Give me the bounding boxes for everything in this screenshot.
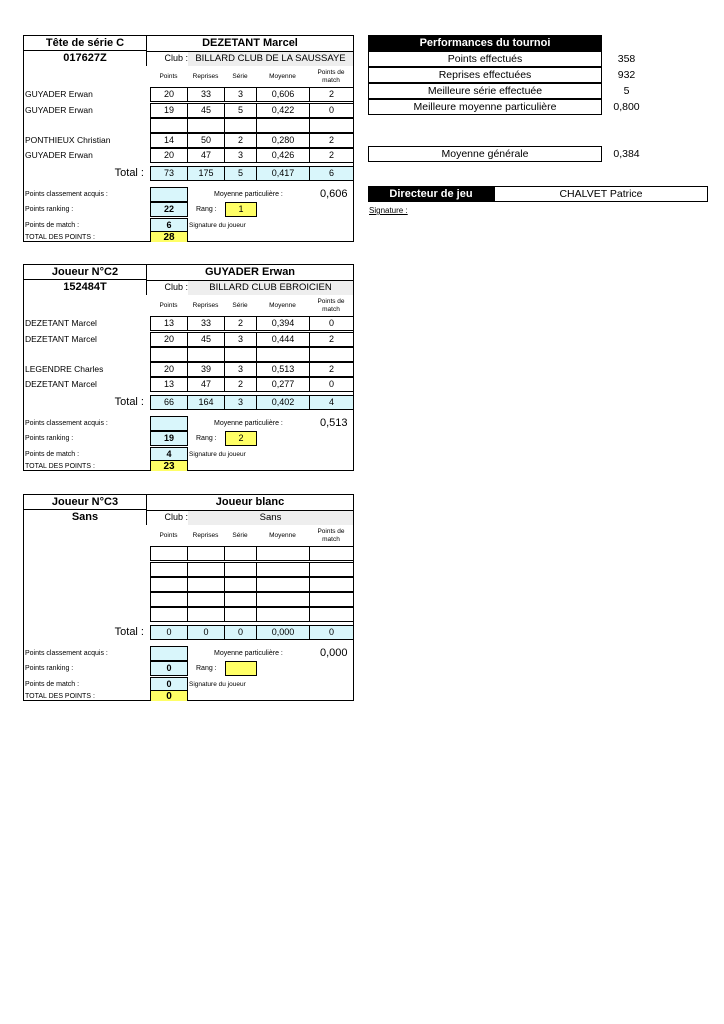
- score-cell: 0,513: [256, 362, 310, 377]
- score-cell: [187, 546, 225, 561]
- classement-value: [150, 646, 188, 661]
- column-header: Moyenne: [269, 302, 296, 309]
- opponent-name: PONTHIEUX Christian: [25, 135, 111, 145]
- classement-label: Points classement acquis :: [25, 650, 108, 657]
- total-points-value: 0: [150, 691, 188, 701]
- signature-joueur-label: Signature du joueur: [189, 451, 246, 458]
- classement-value: [150, 187, 188, 202]
- total-cell: 4: [309, 395, 354, 410]
- moyenne-particuliere-value: 0,000: [320, 647, 348, 659]
- total-cell: 175: [187, 166, 225, 181]
- score-cell: 2: [309, 87, 354, 102]
- rang-label: Rang :: [196, 665, 217, 672]
- score-cell: 20: [150, 332, 188, 347]
- total-label: Total :: [114, 167, 144, 179]
- ranking-label: Points ranking :: [25, 206, 74, 213]
- score-cell: 0,426: [256, 148, 310, 163]
- score-cell: [224, 562, 257, 577]
- rang-label: Rang :: [196, 206, 217, 213]
- score-cell: 0,277: [256, 377, 310, 392]
- directeur-name: CHALVET Patrice: [494, 186, 708, 202]
- score-cell: 3: [224, 332, 257, 347]
- score-cell: 33: [187, 316, 225, 331]
- score-cell: [187, 607, 225, 622]
- ranking-value: 22: [150, 202, 188, 217]
- score-cell: [309, 546, 354, 561]
- column-header: Série: [232, 302, 248, 309]
- total-points-value: 28: [150, 232, 188, 242]
- score-cell: 2: [224, 377, 257, 392]
- score-cell: 45: [187, 103, 225, 118]
- player-license: 152484T: [24, 280, 147, 295]
- player-license: Sans: [24, 510, 147, 525]
- score-cell: [150, 562, 188, 577]
- score-cell: [309, 577, 354, 592]
- moyenne-generale-label: Moyenne générale: [368, 146, 602, 162]
- score-cell: 13: [150, 316, 188, 331]
- match-label: Points de match :: [25, 681, 80, 688]
- score-cell: [224, 592, 257, 607]
- column-header: Reprises: [192, 532, 219, 539]
- rang-value: [225, 661, 257, 676]
- score-cell: 2: [309, 148, 354, 163]
- moyenne-particuliere-value: 0,513: [320, 417, 348, 429]
- total-points-label: TOTAL DES POINTS :: [25, 693, 95, 700]
- club-label: Club :: [164, 512, 188, 522]
- performance-label: Reprises effectuées: [368, 67, 602, 83]
- match-value: 0: [150, 677, 188, 691]
- score-cell: 47: [187, 148, 225, 163]
- moyenne-particuliere-label: Moyenne particulière :: [214, 420, 283, 427]
- performance-label: Points effectués: [368, 51, 602, 67]
- rang-value: 1: [225, 202, 257, 217]
- score-cell: [150, 546, 188, 561]
- total-cell: 0: [224, 625, 257, 640]
- player-block: [23, 35, 354, 242]
- column-header: Série: [232, 73, 248, 80]
- score-cell: [309, 347, 354, 362]
- score-cell: [150, 347, 188, 362]
- score-cell: 20: [150, 148, 188, 163]
- directeur-label: Directeur de jeu: [368, 186, 494, 202]
- ranking-label: Points ranking :: [25, 665, 74, 672]
- column-header: Points de match: [317, 298, 345, 313]
- column-header: Reprises: [192, 302, 219, 309]
- score-cell: 20: [150, 362, 188, 377]
- score-cell: [224, 607, 257, 622]
- total-cell: 0,402: [256, 395, 310, 410]
- total-cell: 66: [150, 395, 188, 410]
- score-cell: 13: [150, 377, 188, 392]
- column-header: Série: [232, 532, 248, 539]
- score-cell: 14: [150, 133, 188, 148]
- column-header: Moyenne: [269, 532, 296, 539]
- score-cell: 2: [309, 133, 354, 148]
- moyenne-particuliere-value: 0,606: [320, 188, 348, 200]
- match-label: Points de match :: [25, 222, 80, 229]
- performance-value: 0,800: [613, 101, 640, 113]
- block-title: Joueur N°C3: [24, 495, 147, 510]
- score-cell: [309, 562, 354, 577]
- performance-label: Meilleure moyenne particulière: [368, 99, 602, 115]
- column-header: Reprises: [192, 73, 219, 80]
- moyenne-particuliere-label: Moyenne particulière :: [214, 650, 283, 657]
- score-cell: 20: [150, 87, 188, 102]
- score-cell: 5: [224, 103, 257, 118]
- score-cell: 0,394: [256, 316, 310, 331]
- score-cell: 50: [187, 133, 225, 148]
- total-label: Total :: [114, 396, 144, 408]
- score-cell: [256, 347, 310, 362]
- performance-value: 932: [617, 69, 636, 81]
- score-cell: [256, 592, 310, 607]
- score-cell: [256, 562, 310, 577]
- opponent-name: DEZETANT Marcel: [25, 334, 97, 344]
- score-cell: 33: [187, 87, 225, 102]
- rang-value: 2: [225, 431, 257, 446]
- score-cell: 0,606: [256, 87, 310, 102]
- score-cell: [187, 577, 225, 592]
- ranking-value: 0: [150, 661, 188, 676]
- total-cell: 0: [187, 625, 225, 640]
- score-cell: [309, 118, 354, 133]
- ranking-value: 19: [150, 431, 188, 446]
- opponent-name: LEGENDRE Charles: [25, 364, 104, 374]
- score-cell: 47: [187, 377, 225, 392]
- score-cell: [224, 118, 257, 133]
- score-cell: [187, 347, 225, 362]
- score-cell: [150, 577, 188, 592]
- score-cell: 2: [309, 362, 354, 377]
- classement-label: Points classement acquis :: [25, 191, 108, 198]
- classement-value: [150, 416, 188, 431]
- score-cell: [309, 607, 354, 622]
- score-cell: 3: [224, 87, 257, 102]
- signature-joueur-label: Signature du joueur: [189, 222, 246, 229]
- column-header: Points: [159, 73, 178, 80]
- player-name: DEZETANT Marcel: [147, 36, 353, 52]
- score-cell: [187, 562, 225, 577]
- score-cell: [150, 592, 188, 607]
- moyenne-generale-value: 0,384: [613, 148, 640, 160]
- score-cell: [256, 577, 310, 592]
- total-cell: 3: [224, 395, 257, 410]
- player-block: [23, 264, 354, 471]
- total-label: Total :: [114, 626, 144, 638]
- total-points-label: TOTAL DES POINTS :: [25, 234, 95, 241]
- ranking-label: Points ranking :: [25, 435, 74, 442]
- player-block: [23, 494, 354, 701]
- column-header: Points: [159, 302, 178, 309]
- score-cell: 3: [224, 148, 257, 163]
- total-cell: 0,000: [256, 625, 310, 640]
- score-cell: [256, 607, 310, 622]
- score-cell: 45: [187, 332, 225, 347]
- column-header: Points: [159, 532, 178, 539]
- player-name: Joueur blanc: [147, 495, 353, 511]
- match-value: 4: [150, 447, 188, 461]
- opponent-name: GUYADER Erwan: [25, 150, 93, 160]
- score-cell: [256, 546, 310, 561]
- column-header: Points de match: [317, 528, 345, 543]
- score-cell: 2: [309, 332, 354, 347]
- directeur-signature: Signature :: [369, 206, 408, 215]
- score-cell: [224, 577, 257, 592]
- total-cell: 0: [309, 625, 354, 640]
- score-cell: 19: [150, 103, 188, 118]
- opponent-name: GUYADER Erwan: [25, 105, 93, 115]
- score-cell: 0: [309, 103, 354, 118]
- score-cell: 3: [224, 362, 257, 377]
- moyenne-particuliere-label: Moyenne particulière :: [214, 191, 283, 198]
- opponent-name: DEZETANT Marcel: [25, 318, 97, 328]
- club-name: BILLARD CLUB DE LA SAUSSAYE: [188, 52, 353, 66]
- total-cell: 73: [150, 166, 188, 181]
- performances-title: Performances du tournoi: [368, 35, 602, 51]
- club-label: Club :: [164, 282, 188, 292]
- total-cell: 164: [187, 395, 225, 410]
- match-value: 6: [150, 218, 188, 232]
- performance-value: 358: [617, 53, 636, 65]
- score-cell: 0,444: [256, 332, 310, 347]
- score-cell: 0,280: [256, 133, 310, 148]
- total-cell: 0: [150, 625, 188, 640]
- club-name: BILLARD CLUB EBROICIEN: [188, 281, 353, 295]
- score-cell: 0: [309, 377, 354, 392]
- player-name: GUYADER Erwan: [147, 265, 353, 281]
- score-cell: 0,422: [256, 103, 310, 118]
- club-label: Club :: [164, 53, 188, 63]
- total-cell: 5: [224, 166, 257, 181]
- classement-label: Points classement acquis :: [25, 420, 108, 427]
- score-cell: [224, 347, 257, 362]
- block-title: Tête de série C: [24, 36, 147, 51]
- score-cell: [224, 546, 257, 561]
- score-cell: [187, 118, 225, 133]
- score-cell: 39: [187, 362, 225, 377]
- total-cell: 6: [309, 166, 354, 181]
- score-cell: 0: [309, 316, 354, 331]
- score-cell: [150, 607, 188, 622]
- score-cell: [187, 592, 225, 607]
- opponent-name: DEZETANT Marcel: [25, 379, 97, 389]
- player-license: 017627Z: [24, 51, 147, 66]
- column-header: Points de match: [317, 69, 345, 84]
- opponent-name: GUYADER Erwan: [25, 89, 93, 99]
- score-cell: 2: [224, 133, 257, 148]
- signature-joueur-label: Signature du joueur: [189, 681, 246, 688]
- total-points-label: TOTAL DES POINTS :: [25, 463, 95, 470]
- rang-label: Rang :: [196, 435, 217, 442]
- club-name: Sans: [188, 511, 353, 525]
- performance-value: 5: [623, 85, 630, 97]
- score-cell: 2: [224, 316, 257, 331]
- block-title: Joueur N°C2: [24, 265, 147, 280]
- match-label: Points de match :: [25, 451, 80, 458]
- column-header: Moyenne: [269, 73, 296, 80]
- score-cell: [256, 118, 310, 133]
- score-cell: [150, 118, 188, 133]
- score-cell: [309, 592, 354, 607]
- performance-label: Meilleure série effectuée: [368, 83, 602, 99]
- total-points-value: 23: [150, 461, 188, 471]
- total-cell: 0,417: [256, 166, 310, 181]
